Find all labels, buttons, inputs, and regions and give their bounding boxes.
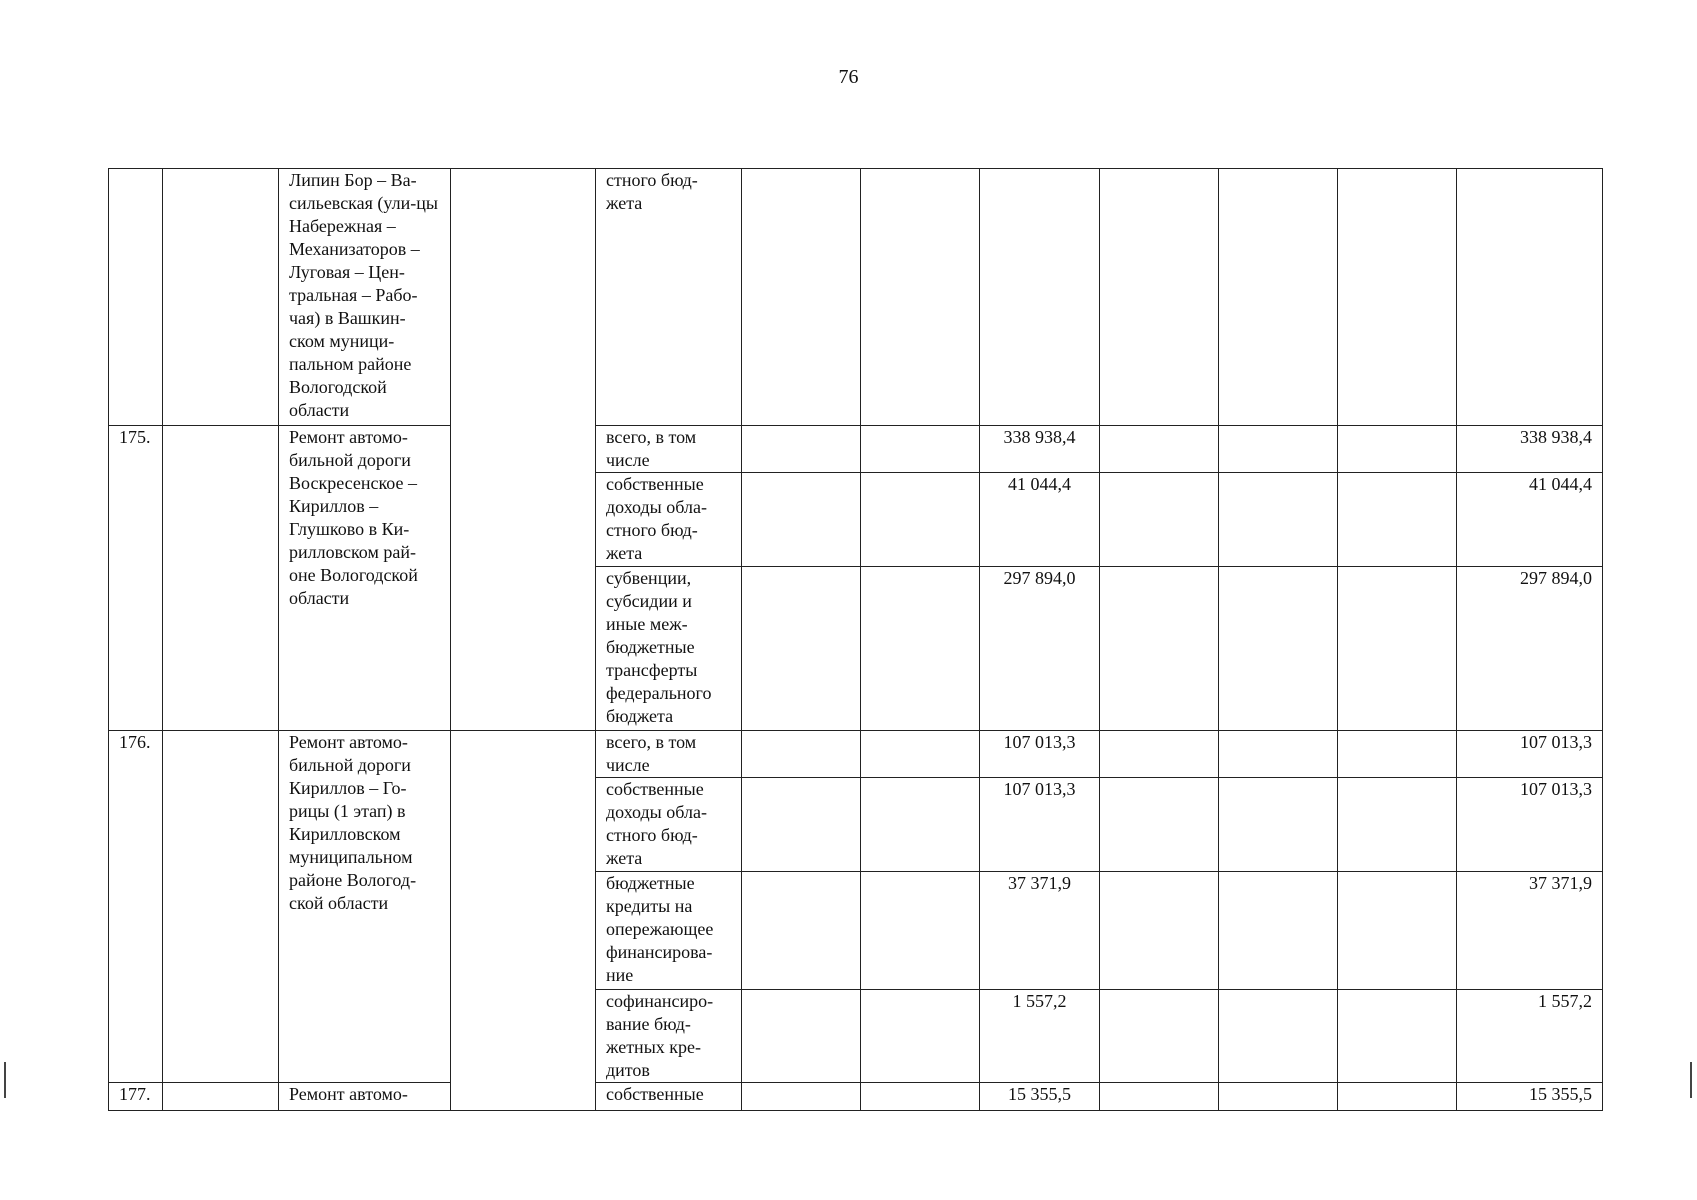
amount-cell: 41 044,4 [980, 473, 1100, 567]
object-name-cell: Липин Бор – Ва-сильевская (ули-цы Набережная – Механизаторов – Луговая – Цен-тральная – Рабо-чая) в Вашкин-ском муници-пальном районе Вологодской области [279, 169, 451, 426]
total-cell: 107 013,3 [1457, 778, 1603, 872]
merged-cell [451, 731, 596, 1111]
item-number: 177. [109, 1083, 163, 1111]
item-number: 175. [109, 426, 163, 731]
total-cell: 107 013,3 [1457, 731, 1603, 778]
table-row [109, 1083, 1603, 1111]
code-cell [163, 426, 279, 731]
source-cell: собственные доходы обла-стного бюд-жета [596, 473, 742, 567]
merged-cell [451, 169, 596, 731]
object-name-cell: Ремонт автомо- [279, 1083, 451, 1111]
scan-mark [1690, 1062, 1692, 1098]
total-cell: 338 938,4 [1457, 426, 1603, 473]
code-cell [163, 169, 279, 426]
total-cell: 41 044,4 [1457, 473, 1603, 567]
amount-cell: 15 355,5 [980, 1083, 1100, 1111]
total-cell: 297 894,0 [1457, 567, 1603, 731]
amount-cell: 37 371,9 [980, 872, 1100, 990]
amount-cell: 107 013,3 [980, 778, 1100, 872]
number-cell [109, 169, 163, 426]
amount-cell: 1 557,2 [980, 990, 1100, 1083]
page-number: 76 [838, 66, 859, 88]
budget-table [108, 168, 1603, 1111]
source-cell: бюджетные кредиты на опережающее финансирова-ние [596, 872, 742, 990]
table-row [109, 731, 1603, 778]
total-cell: 1 557,2 [1457, 990, 1603, 1083]
table-row [109, 426, 1603, 473]
amount-cell: 107 013,3 [980, 731, 1100, 778]
table-row-continuation [109, 169, 1603, 426]
source-cell: субвенции, субсидии и иные меж-бюджетные трансферты федерального бюджета [596, 567, 742, 731]
object-name-cell: Ремонт автомо-бильной дороги Кириллов – Го-рицы (1 этап) в Кирилловском муниципальном районе Вологод-ской области [279, 731, 451, 1083]
amount-cell: 297 894,0 [980, 567, 1100, 731]
total-cell: 37 371,9 [1457, 872, 1603, 990]
total-cell: 15 355,5 [1457, 1083, 1603, 1111]
source-cell: стного бюд-жета [596, 169, 742, 426]
code-cell [163, 731, 279, 1083]
source-cell: собственные [596, 1083, 742, 1111]
source-cell: софинансиро-вание бюд-жетных кре-дитов [596, 990, 742, 1083]
code-cell [163, 1083, 279, 1111]
source-cell: всего, в том числе [596, 426, 742, 473]
source-cell: всего, в том числе [596, 731, 742, 778]
amount-cell: 338 938,4 [980, 426, 1100, 473]
object-name-cell: Ремонт автомо-бильной дороги Воскресенское – Кириллов – Глушково в Ки-рилловском рай-оне Вологодской области [279, 426, 451, 731]
scan-mark [4, 1062, 6, 1098]
source-cell: собственные доходы обла-стного бюд-жета [596, 778, 742, 872]
item-number: 176. [109, 731, 163, 1083]
